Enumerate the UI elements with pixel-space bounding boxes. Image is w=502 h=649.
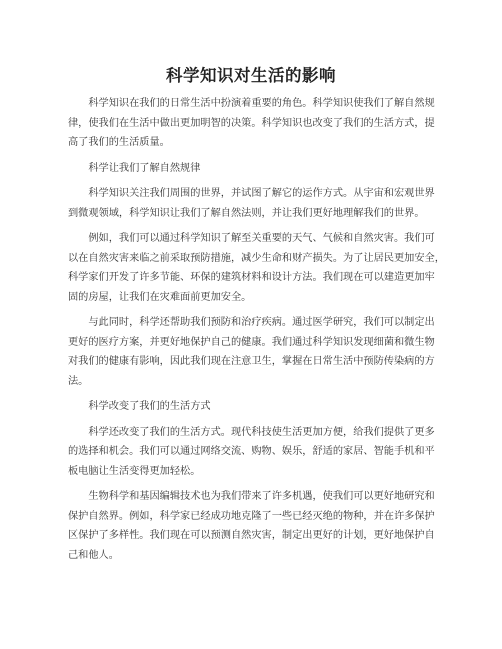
paragraph-disasters [68, 229, 452, 307]
text-line: 科学还改变了我们的生活方式。现代科技使生活更加方便，给我们提供了更多 [68, 426, 435, 438]
text-line: 科学知识在我们的日常生活中扮演着重要的角色。科学知识使我们了解自然规 [68, 98, 435, 109]
heading-line: 科学改变了我们的生活方式 [68, 401, 211, 412]
text-line: 例如，我们可以通过科学知识了解至关重要的天气、气候和自然灾害。我们可 [68, 233, 435, 244]
section-heading-natural-laws [68, 159, 452, 179]
text-line: 律，使我们在生活中做出更加明智的决策。科学知识也改变了我们的生活方式，提 [68, 117, 435, 129]
text-line: 保护自然界。例如，科学家已经成功地克隆了一些已经灭绝的物种，并在许多保护 [68, 510, 435, 522]
text-line: 到微观领域，科学知识让我们了解自然法则，并让我们更好地理解我们的世界。 [68, 207, 425, 219]
text-line: 生物科学和基因编辑技术也为我们带来了许多机遇，使我们可以更好地研究和 [68, 491, 435, 502]
text-line: 科学知识关注我们周围的世界，并试图了解它的运作方式。从宇宙和宏观世界 [68, 188, 435, 199]
text-line: 法。 [68, 375, 89, 387]
text-line: 板电脑让生活变得更加轻松。 [68, 465, 201, 477]
text-line: 更好的医疗方案，并更好地保护自己的健康。我们通过科学知识发现细菌和微生物 [68, 336, 435, 348]
text-line: 与此同时，科学还帮助我们预防和治疗疾病。通过医学研究，我们可以制定出 [68, 317, 435, 328]
text-line: 的选择和机会。我们可以通过网络交流、购物、娱乐，舒适的家居、智能手机和平 [68, 446, 435, 457]
text-line: 己和他人。 [68, 549, 119, 561]
document-title: 科学知识对生活的影响 [166, 66, 336, 85]
paragraph-biotech [68, 487, 452, 565]
text-line: 科学家们开发了许多节能、环保的建筑材料和设计方法。我们现在可以建造更加牢 [68, 272, 435, 283]
text-line: 以在自然灾害来临之前采取预防措施，减少生命和财产损失。为了让居民更加安全， [68, 252, 445, 264]
document-body [68, 94, 452, 571]
paragraph-natural-laws [68, 184, 452, 223]
heading-line: 科学让我们了解自然规律 [68, 162, 201, 174]
section-heading-lifestyle [68, 397, 452, 417]
paragraph-intro [68, 94, 452, 153]
paragraph-lifestyle [68, 423, 452, 482]
text-line: 固的房屋，让我们在灾难面前更加安全。 [68, 291, 252, 303]
paragraph-health [68, 313, 452, 391]
text-line: 高了我们的生活质量。 [68, 137, 170, 148]
text-line: 对我们的健康有影响，因此我们现在注意卫生，掌握在日常生活中预防传染病的方 [68, 356, 435, 367]
text-line: 区保护了多样性。我们现在可以预测自然灾害，制定出更好的计划，更好地保护自 [68, 530, 435, 541]
